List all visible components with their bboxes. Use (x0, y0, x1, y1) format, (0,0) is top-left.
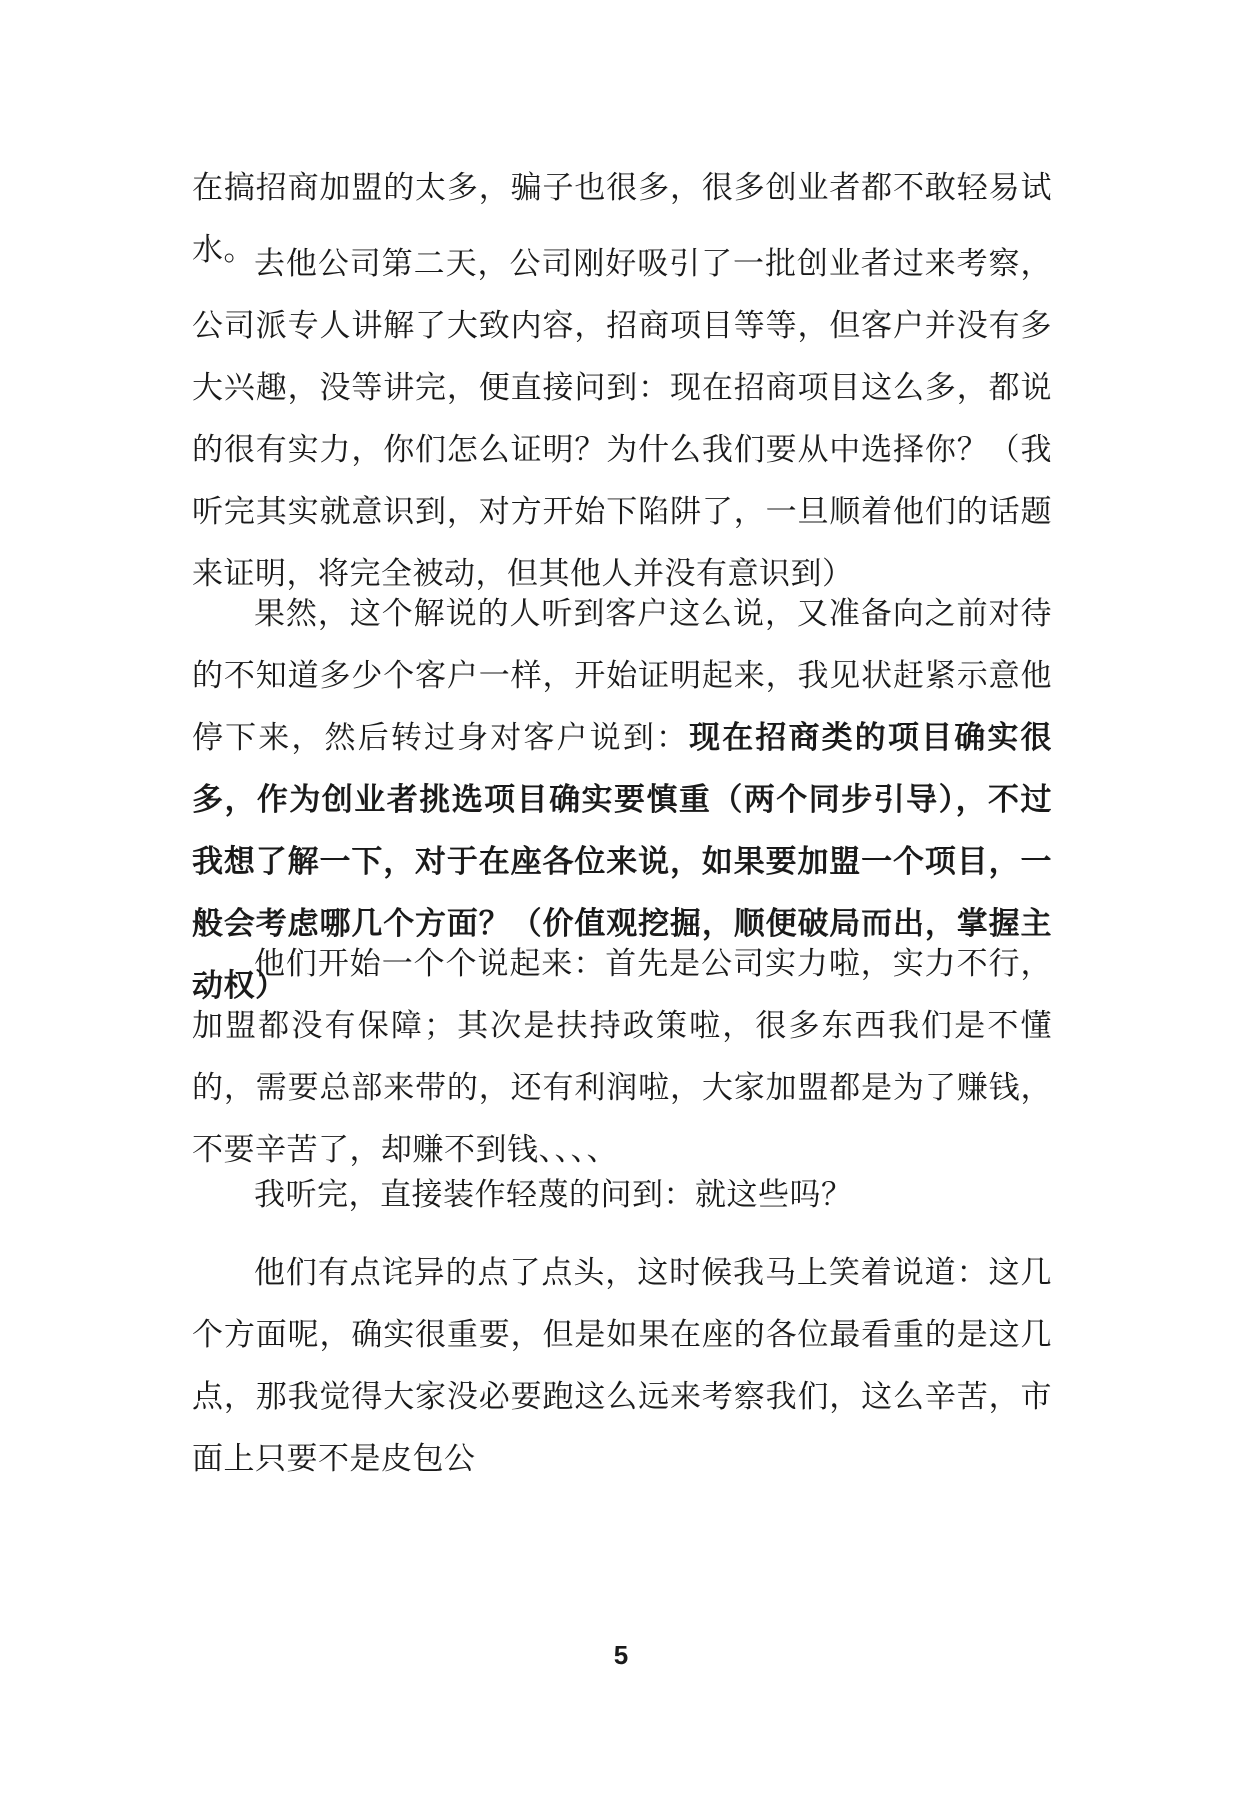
paragraph-4: 他们开始一个个说起来：首先是公司实力啦，实力不行，加盟都没有保障；其次是扶持政策啦，很多东西我们是不懂的，需要总部来带的，还有利润啦，大家加盟都是为了赚钱，不要辛苦了，却赚不到钱、、、、 (192, 946, 1052, 1168)
paragraph-6: 他们有点诧异的点了点头，这时候我马上笑着说道：这几个方面呢，确实很重要，但是如果在座的各位最看重的是这几点，那我觉得大家没必要跑这么远来考察我们，这么辛苦，市面上只要不是皮包公 (192, 1255, 1052, 1477)
paragraph-2: 去他公司第二天，公司刚好吸引了一批创业者过来考察，公司派专人讲解了大致内容，招商项目等等，但客户并没有多大兴趣，没等讲完，便直接问到：现在招商项目这么多，都说的很有实力，你们怎么证明？为什么我们要从中选择你？（我听完其实就意识到，对方开始下陷阱了，一旦顺着他们的话题来证明，将完全被动，但其他人并没有意识到） (192, 246, 1052, 592)
paragraph-3-bold: 现在招商类的项目确实很多，作为创业者挑选项目确实要慎重（两个同步引导），不过我想了解一下，对于在座各位来说，如果要加盟一个项目，一般会考虑哪几个方面？（价值观挖掘，顺便破局而出，掌握主动权） (192, 720, 1053, 1004)
page-number: 5 (613, 1640, 629, 1670)
paragraph-3-plain: 果然，这个解说的人听到客户这么说，又准备向之前对待的不知道多少个客户一样，开始证明起来，我见状赶紧示意他停下来，然后转过身对客户说到： (192, 596, 1052, 756)
paragraph-5: 我听完，直接装作轻蔑的问到：就这些吗？ (254, 1177, 853, 1213)
paragraph-1: 在搞招商加盟的太多，骗子也很多，很多创业者都不敢轻易试水。 (192, 170, 1052, 268)
